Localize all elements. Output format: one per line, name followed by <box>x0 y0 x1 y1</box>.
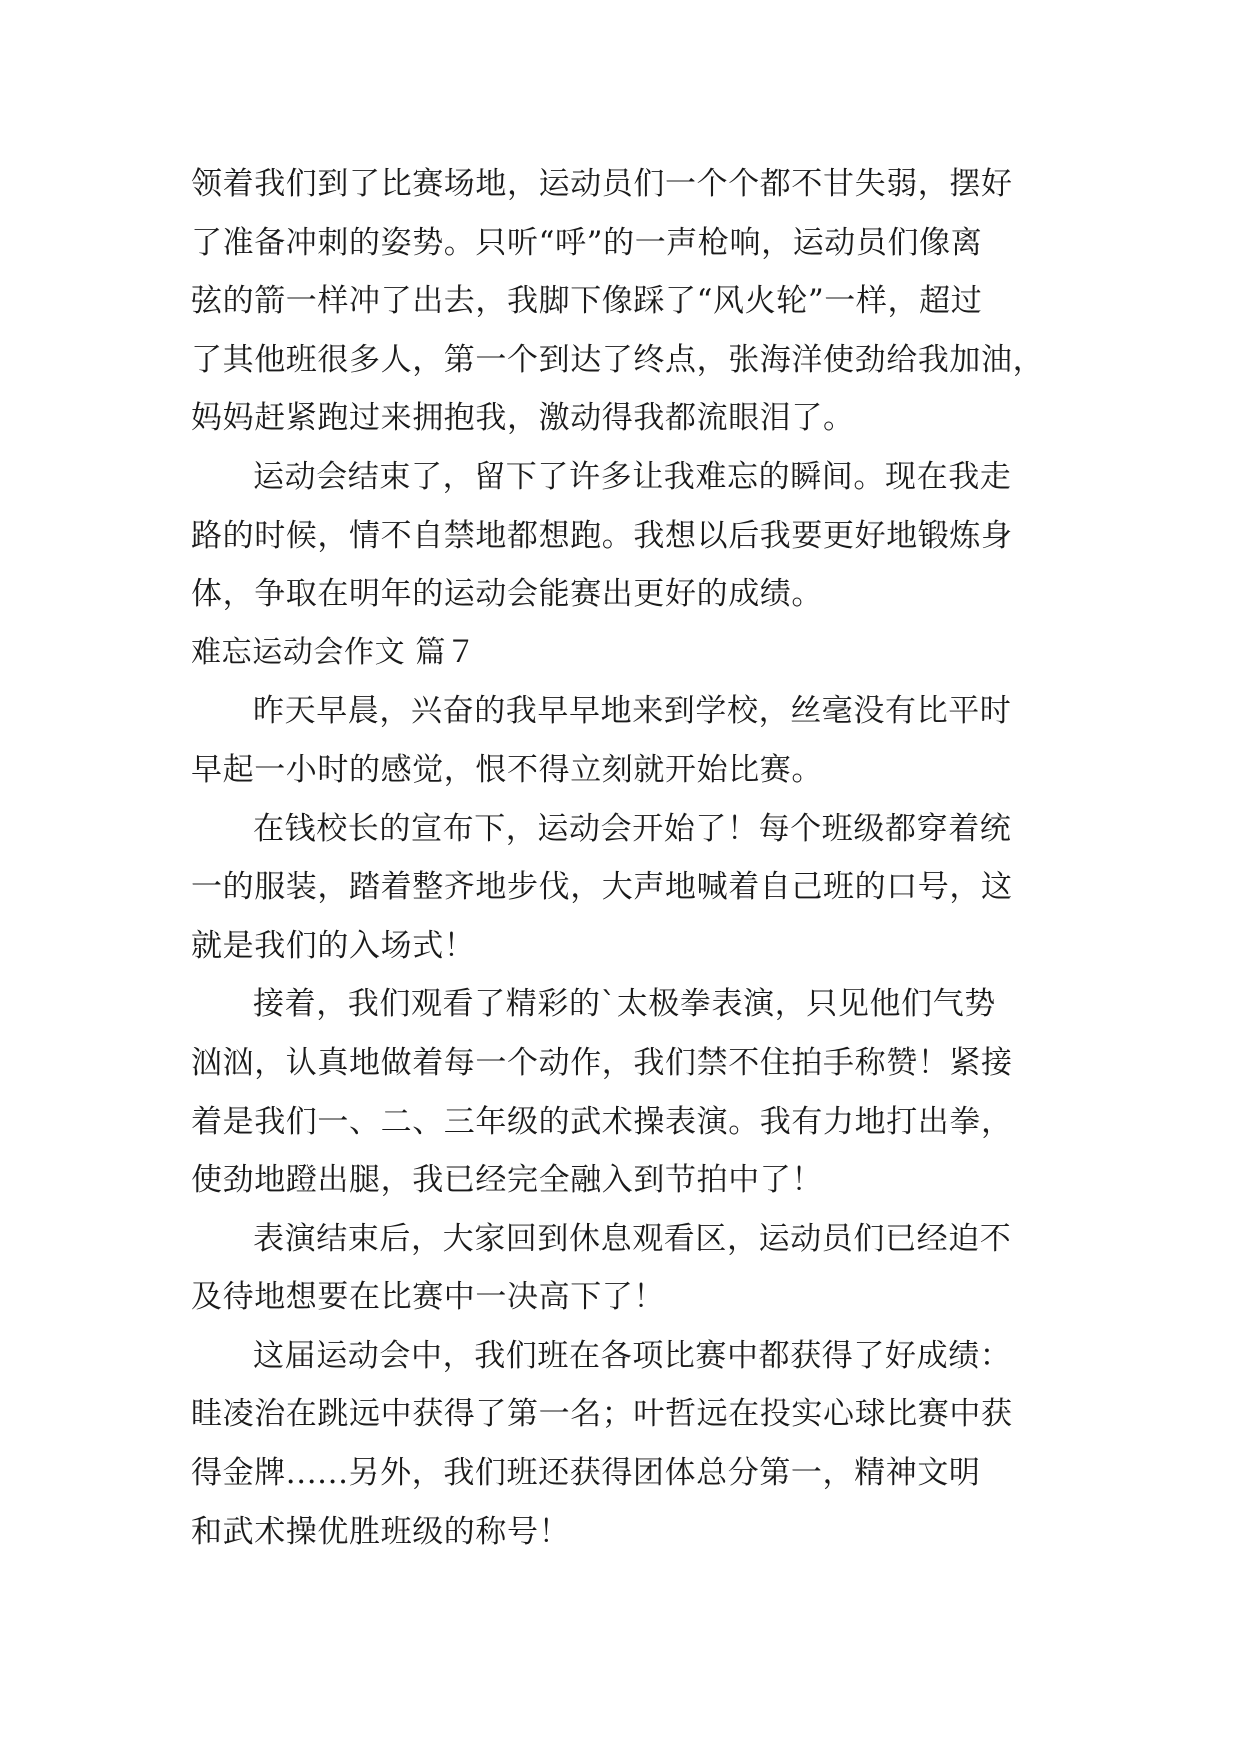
document-body <box>191 155 1071 1561</box>
text-line: 早起一小时的感觉，恨不得立刻就开始比赛。 <box>191 751 823 788</box>
paragraph-first-line: 昨天早晨，兴奋的我早早地来到学校，丝毫没有比平时 <box>253 693 1012 730</box>
text-line: 路的时候，情不自禁地都想跑。我想以后我要更好地锻炼身 <box>191 517 1013 554</box>
text-line: 就是我们的入场式！ <box>191 927 476 964</box>
text-line: 得金牌......另外，我们班还获得团体总分第一，精神文明 <box>191 1455 981 1492</box>
text-line: 使劲地蹬出腿，我已经完全融入到节拍中了！ <box>191 1162 823 1199</box>
text-line: 一的服装，踏着整齐地步伐，大声地喊着自己班的口号，这 <box>191 869 1013 906</box>
text-line: 着是我们一、二、三年级的武术操表演。我有力地打出拳， <box>191 1103 1013 1140</box>
paragraph-first-line: 运动会结束了，留下了许多让我难忘的瞬间。现在我走 <box>253 458 1012 495</box>
text-line: 弦的箭一样冲了出去，我脚下像踩了“风火轮”一样，超过 <box>191 283 983 320</box>
paragraph-first-line: 这届运动会中，我们班在各项比赛中都获得了好成绩： <box>253 1337 1012 1374</box>
paragraph-first-line: 接着，我们观看了精彩的`太极拳表演，只见他们气势 <box>253 986 996 1023</box>
text-line: 领着我们到了比赛场地，运动员们一个个都不甘失弱，摆好 <box>191 166 1013 202</box>
text-line: 了其他班很多人，第一个到达了终点，张海洋使劲给我加油， <box>191 341 1045 378</box>
text-line: 体，争取在明年的运动会能赛出更好的成绩。 <box>191 576 823 613</box>
text-line: 汹汹，认真地做着每一个动作，我们禁不住拍手称赞！紧接 <box>191 1044 1013 1081</box>
paragraph-first-line: 在钱校长的宣布下，运动会开始了！每个班级都穿着统 <box>253 810 1012 847</box>
text-line: 眭凌治在跳远中获得了第一名；叶哲远在投实心球比赛中获 <box>191 1396 1013 1433</box>
text-line: 及待地想要在比赛中一决高下了！ <box>191 1279 665 1316</box>
text-line: 和武术操优胜班级的称号！ <box>191 1513 571 1550</box>
paragraph-first-line: 表演结束后，大家回到休息观看区，运动员们已经迫不 <box>253 1220 1012 1257</box>
section-heading: 难忘运动会作文 篇７ <box>191 634 477 670</box>
text-line: 妈妈赶紧跑过来拥抱我，激动得我都流眼泪了。 <box>191 400 855 437</box>
text-line: 了准备冲刺的姿势。只听“呼”的一声枪响，运动员们像离 <box>191 224 983 261</box>
